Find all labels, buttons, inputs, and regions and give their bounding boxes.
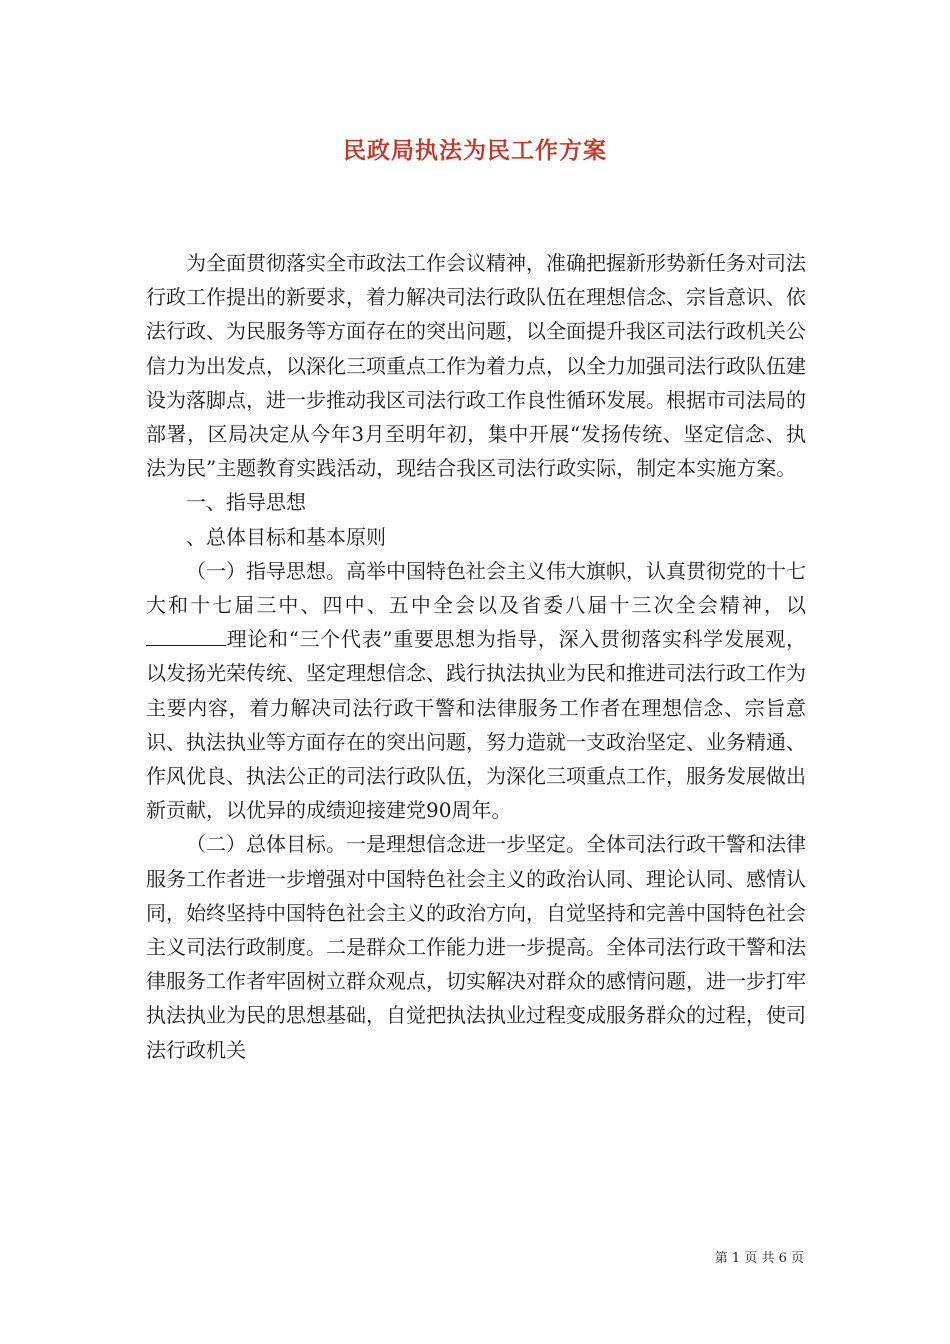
section-heading-guiding-thought: 一、指导思想 — [186, 490, 306, 515]
document-title: 民政局执法为民工作方案 — [343, 137, 607, 164]
guiding-thought-paragraph — [146, 554, 806, 828]
overall-goals-paragraph: （二）总体目标。一是理想信念进一步坚定。全体司法行政干警和法律服务工作者进一步增强对中国特色社会主义的政治认同、理论认同、感情认同，始终坚持中国特色社会主义的政治方向，自觉坚持和完善中国特色社会主义司法行政制度。二是群众工作能力进一步提高。全体司法行政干警和法律服务工作者牢固树立群众观点，切实解决对群众的感情问题，进一步打牢执法执业为民的思想基础，自觉把执法执业过程变成服务群众的过程，使司法行政机关 — [146, 832, 806, 1062]
intro-paragraph: 为全面贯彻落实全市政法工作会议精神，准确把握新形势新任务对司法行政工作提出的新要求，着力解决司法行政队伍在理想信念、宗旨意识、依法行政、为民服务等方面存在的突出问题，以全面提升我区司法行政机关公信力为出发点，以深化三项重点工作为着力点，以全力加强司法行政队伍建设为落脚点，进一步推动我区司法行政工作良性循环发展。根据市司法局的部署，区局决定从今年3月至明年初，集中开展“发扬传统、坚定信念、执法为民”主题教育实践活动，现结合我区司法行政实际，制定本实施方案。 — [146, 251, 806, 481]
redacted-blank — [146, 625, 226, 646]
guiding-thought-text-part1: （一）指导思想。高举中国特色社会主义伟大旗帜，认真贯彻党的十七大和十七届三中、四中、五中全会以及省委八届十三次全会精神，以 — [146, 558, 806, 618]
document-body — [146, 246, 806, 1067]
guiding-thought-text-part2: 理论和“三个代表”重要思想为指导，深入贯彻落实科学发展观，以发扬光荣传统、坚定理想信念、践行执法执业为民和推进司法行政工作为主要内容，着力解决司法行政干警和法律服务工作者在理想信念、宗旨意识、执法执业等方面存在的突出问题，努力造就一支政治坚定、业务精通、作风优良、执法公正的司法行政队伍，为深化三项重点工作，服务发展做出新贡献，以优异的成绩迎接建党90周年。 — [146, 627, 806, 823]
page-number: 第 1 页 共 6 页 — [714, 1251, 804, 1266]
section-heading-goals: 、总体目标和基本原则 — [186, 524, 386, 549]
